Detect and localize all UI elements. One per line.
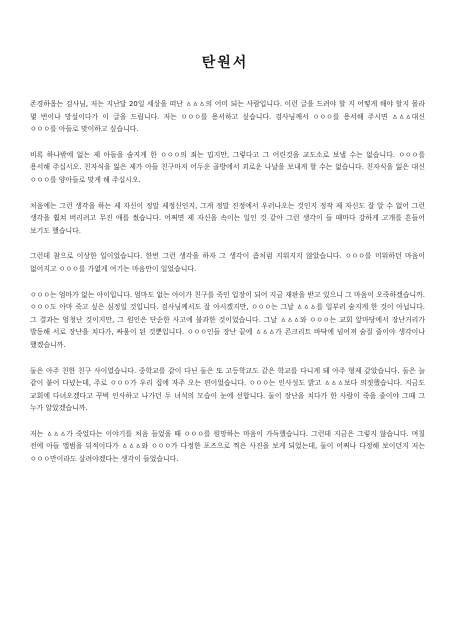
document-body <box>30 98 425 479</box>
paragraph-1: 존경하옵는 검사님, 저는 지난달 20일 세상을 떠난 ㅿㅿㅿ의 어미 되는 사람입니다. 이런 글을 드려야 할 지 어떻게 해야 할지 몰라 몇 번이나 망설이다가 이 글을 드립니다. 저는 ㅇㅇㅇ를 용서하고 싶습니다. 검사님께서 ㅇㅇㅇ를 용서해 주시면 ㅿㅿㅿ대신 ㅇㅇㅇ를 아들로 맞이하고 싶습니다. <box>30 100 425 134</box>
paragraph-6: 둘은 아주 친한 친구 사이였습니다. 중학교를 같이 다닌 둘은 또 고등학교도 같은 학교를 다니게 돼 아주 형제 같았습니다. 둘은 늘 같이 붙어 다녔는데, 주로 ㅇㅇㅇ가 우리 집에 자주 오는 편이었습니다. ㅇㅇㅇ는 인사성도 밝고 ㅿㅿㅿ보다 의젓했습니다. 지금도 교회에 다녀오겠다고 꾸벅 인사하고 나가던 두 녀석의 모습이 눈에 선합니다. 둘이 장난을 치다가 한 사람이 죽을 줄이야 그때 그 누가 알았겠습니까. <box>30 366 425 413</box>
paragraph-2: 비록 하나밖에 없는 제 아들을 숨지게 한 ㅇㅇㅇ의 죄는 밉지만, 그렇다고 그 어린것을 교도소로 보낼 수는 없습니다. ㅇㅇㅇ를 용서해 주십시오. 친자식을 잃은 제가 아들 친구마저 어두운 골방에서 괴로운 나날을 보내게 할 수는 없습니다. 친자식을 잃은 대신 ㅇㅇㅇ를 양아들로 맞게 해 주십시오. <box>30 150 425 184</box>
paragraph-4: 그런데 참으로 이상한 일이었습니다. 한번 그런 생각을 하자 그 생각이 좀처럼 지워지지 않았습니다. ㅇㅇㅇ를 미워하던 마음이 없어지고 ㅇㅇㅇ를 가엾게 여기는 마음만이 일었습니다. <box>30 252 425 273</box>
paragraph-3: 처음에는 그런 생각을 하는 제 자신이 정말 제정신인지, 그게 정말 진정에서 우러나오는 것인지 정작 제 자신도 잘 알 수 없어 그런 생각을 훨쳐 버리려고 무진 애를 썼습니다. 어쩌면 제 자신을 속이는 일인 것 같아 그런 생각이 들 때마다 강하게 고개를 흔들어 보기도 했습니다. <box>30 201 425 235</box>
document-title: 탄원서 <box>201 55 249 71</box>
paragraph-7: 저는 ㅿㅿㅿ가 죽었다는 이야기를 처음 들었을 때 ㅇㅇㅇ를 원망하는 마음이 가득했습니다. 그런데 지금은 그렇지 않습니다. 며칠 전에 아들 앨범을 뒤적이다가 ㅿㅿㅿ와 ㅇㅇㅇ가 다정한 포즈으로 찍은 사진을 보게 되었는데, 둘이 어쩌나 다정해 보이던지 저는 ㅇㅇㅇ만이라도 살려야겠다는 생각이 들었습니다. <box>30 429 425 464</box>
paragraph-5: ㅇㅇㅇ는 엄마가 없는 아이입니다. 엄마도 없는 아이가 친구를 죽인 입장이 되어 지금 재판을 받고 있으니 그 마음이 오죽하겠습니까. ㅇㅇㅇ도 아마 죽고 싶은 심정일 것입니다. 검사님께서도 잘 아시겠지만, ㅇㅇㅇ는 그날 ㅿㅿㅿ를 일부러 숨지게 한 것이 아닙니다. 그 결과는 엄청난 것이지만, 그 원인은 단순한 사고에 불과한 것이었습니다. 그날 ㅿㅿㅿ와 ㅇㅇㅇ는 교회 앞마당에서 장난거리가 발동해 서로 장난을 치다가, 싸움이 된 것뿐입니다. ㅇㅇㅇ인들 장난 끝에 ㅿㅿㅿ가 콘크리트 바닥에 넘어져 숨질 줄이야 생각이나 했겠습니까. <box>30 290 425 349</box>
